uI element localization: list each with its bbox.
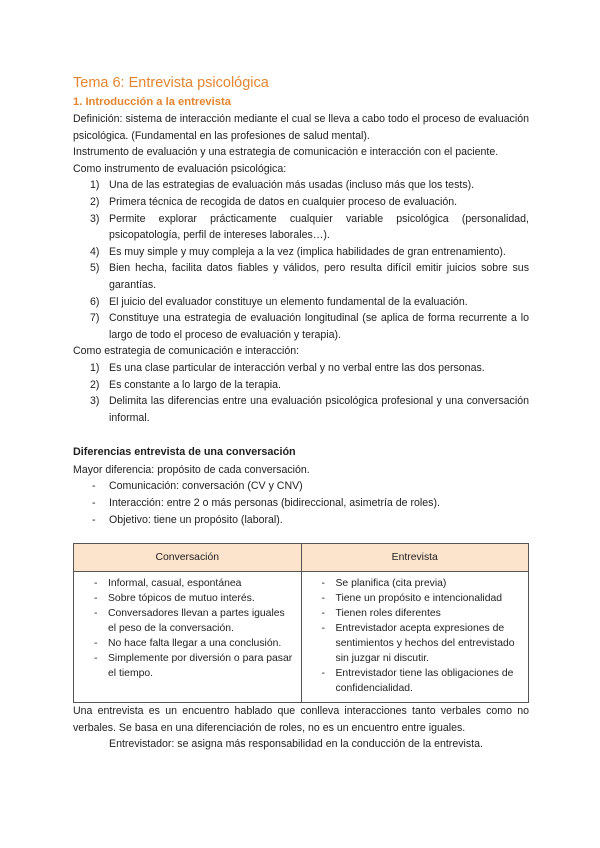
- page-title: Tema 6: Entrevista psicológica: [73, 75, 269, 91]
- table-cell-entrevista: [301, 572, 529, 703]
- section-heading-introduccion: 1. Introducción a la entrevista: [73, 96, 231, 108]
- table-header-entrevista: Entrevista: [301, 544, 529, 572]
- instrument-list-label: Como instrumento de evaluación psicológica:: [73, 162, 287, 175]
- list-item: 2) Primera técnica de recogida de datos en cualquier proceso de evaluación.: [90, 195, 458, 208]
- closing-paragraph: Una entrevista es un encuentro hablado que conlleva interacciones tanto verbales como no verbales. Se basa en una diferenciación de roles, no es un encuentro entre iguales.: [73, 705, 529, 734]
- differences-list: [73, 478, 529, 528]
- list-item: - Tienen roles diferentes: [321, 608, 441, 620]
- list-item: 2) Es constante a lo largo de la terapia.: [90, 378, 281, 391]
- table-header-conversacion: Conversación: [74, 544, 302, 572]
- list-item: 6) El juicio del evaluador constituye un elemento fundamental de la evaluación.: [90, 295, 468, 308]
- list-item: 1) Una de las estrategias de evaluación más usadas (incluso más que los tests).: [90, 179, 475, 192]
- strategy-list-label: Como estrategia de comunicación e interacción:: [73, 345, 300, 358]
- list-item: - Entrevistador acepta expresiones de sentimientos y hechos del entrevistado sin juzgar ni discutir.: [321, 623, 515, 665]
- list-item: - Conversadores llevan a partes iguales el peso de la conversación.: [94, 608, 285, 635]
- definition-paragraph: Definición: sistema de interacción mediante el cual se lleva a cabo todo el proceso de evaluación psicológica. (Fundamental en las profesiones de salud mental).: [73, 113, 529, 142]
- instrument-list: [73, 177, 529, 343]
- list-item: - Tiene un propósito e intencionalidad: [321, 593, 503, 605]
- list-item: - Interacción: entre 2 o más personas (bidireccional, asimetría de roles).: [92, 497, 440, 510]
- strategy-list: [73, 360, 529, 426]
- list-item: 7) Constituye una estrategia de evaluación longitudinal (se aplica de forma recurrente a lo largo de todo el proceso de evaluación y terapia).: [90, 312, 529, 341]
- document-page: [73, 74, 529, 753]
- interviewer-note: Entrevistador: se asigna más responsabilidad en la conducción de la entrevista.: [109, 738, 483, 751]
- instrument-paragraph: Instrumento de evaluación y una estrategia de comunicación e interacción con el paciente.: [73, 146, 499, 159]
- list-item: - Informal, casual, espontánea: [94, 578, 242, 590]
- list-item: - No hace falta llegar a una conclusión.: [94, 638, 282, 650]
- list-item: 1) Es una clase particular de interacción verbal y no verbal entre las dos personas.: [90, 361, 485, 374]
- list-item: 4) Es muy simple y muy compleja a la vez (implica habilidades de gran entrenamiento).: [90, 245, 506, 258]
- list-item: - Comunicación: conversación (CV y CNV): [92, 480, 303, 493]
- list-item: - Objetivo: tiene un propósito (laboral).: [92, 513, 283, 526]
- list-item: - Se planifica (cita previa): [321, 578, 447, 590]
- list-item: - Simplemente por diversión o para pasar el tiempo.: [94, 653, 293, 680]
- list-item: 5) Bien hecha, facilita datos fiables y válidos, pero resulta difícil emitir juicios sobre sus garantías.: [90, 262, 529, 291]
- differences-heading: Diferencias entrevista de una conversación: [73, 446, 296, 459]
- list-item: 3) Permite explorar prácticamente cualquier variable psicológica (personalidad, psicopatología, perfil de intereses laborales…).: [90, 212, 529, 242]
- list-item: 3) Delimita las diferencias entre una evaluación psicológica profesional y una conversación informal.: [90, 395, 529, 424]
- list-item: - Entrevistador tiene las obligaciones de confidencialidad.: [321, 668, 514, 695]
- main-difference: Mayor diferencia: propósito de cada conversación.: [73, 463, 310, 476]
- comparison-table: [73, 543, 529, 703]
- list-item: - Sobre tópicos de mutuo interés.: [94, 593, 255, 605]
- table-cell-conversacion: [74, 572, 302, 703]
